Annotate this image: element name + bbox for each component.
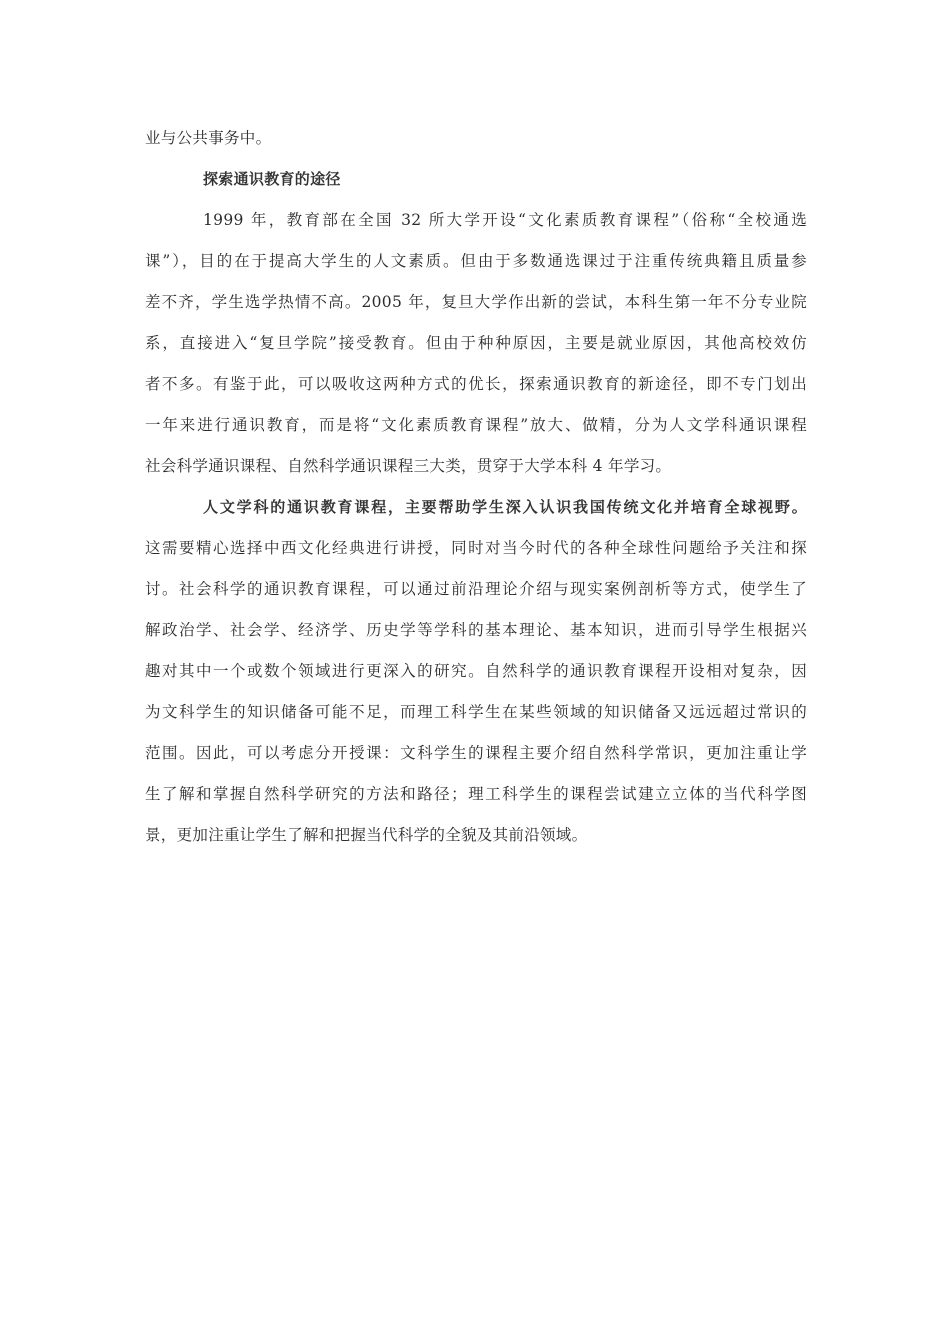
section-heading: 探索通识教育的途径 [203,170,341,188]
paragraph-line: 差不齐，学生选学热情不高。2005 年，复旦大学作出新的尝试，本科生第一年不分专业院 [145,293,807,311]
paragraph-lead-bold: 人文学科的通识教育课程，主要帮助学生深入认识我国传统文化并培育全球视野。 [203,498,807,516]
paragraph-continuation: 业与公共事务中。 [145,129,272,147]
paragraph-line: 这需要精心选择中西文化经典进行讲授，同时对当今时代的各种全球性问题给予关注和探 [145,539,807,557]
paragraph-line: 一年来进行通识教育，而是将“文化素质教育课程”放大、做精，分为人文学科通识课程 [145,416,807,434]
paragraph-line: 景，更加注重让学生了解和把握当代科学的全貌及其前沿领域。 [145,826,588,844]
paragraph-line: 生了解和掌握自然科学研究的方法和路径；理工科学生的课程尝试建立立体的当代科学图 [145,785,807,803]
paragraph-line: 社会科学通识课程、自然科学通识课程三大类，贯穿于大学本科 4 年学习。 [145,457,672,475]
paragraph-line: 讨。社会科学的通识教育课程，可以通过前沿理论介绍与现实案例剖析等方式，使学生了 [145,580,807,598]
paragraph-line: 解政治学、社会学、经济学、历史学等学科的基本理论、基本知识，进而引导学生根据兴 [145,621,807,639]
paragraph-line: 趣对其中一个或数个领域进行更深入的研究。自然科学的通识教育课程开设相对复杂，因 [145,662,807,680]
paragraph-line: 课”），目的在于提高大学生的人文素质。但由于多数通选课过于注重传统典籍且质量参 [145,252,807,270]
paragraph-line: 系，直接进入“复旦学院”接受教育。但由于种种原因，主要是就业原因，其他高校效仿 [145,334,807,352]
paragraph-courses [145,487,807,856]
paragraph-line: 为文科学生的知识储备可能不足，而理工科学生在某些领域的知识储备又远远超过常识的 [145,703,807,721]
paragraph-line: 1999 年，教育部在全国 32 所大学开设“文化素质教育课程”（俗称“全校通选 [203,211,807,229]
paragraph-line: 范围。因此，可以考虑分开授课：文科学生的课程主要介绍自然科学常识，更加注重让学 [145,744,807,762]
paragraph-line: 者不多。有鉴于此，可以吸收这两种方式的优长，探索通识教育的新途径，即不专门划出 [145,375,807,393]
paragraph-history [145,200,807,487]
document-page [145,118,807,856]
